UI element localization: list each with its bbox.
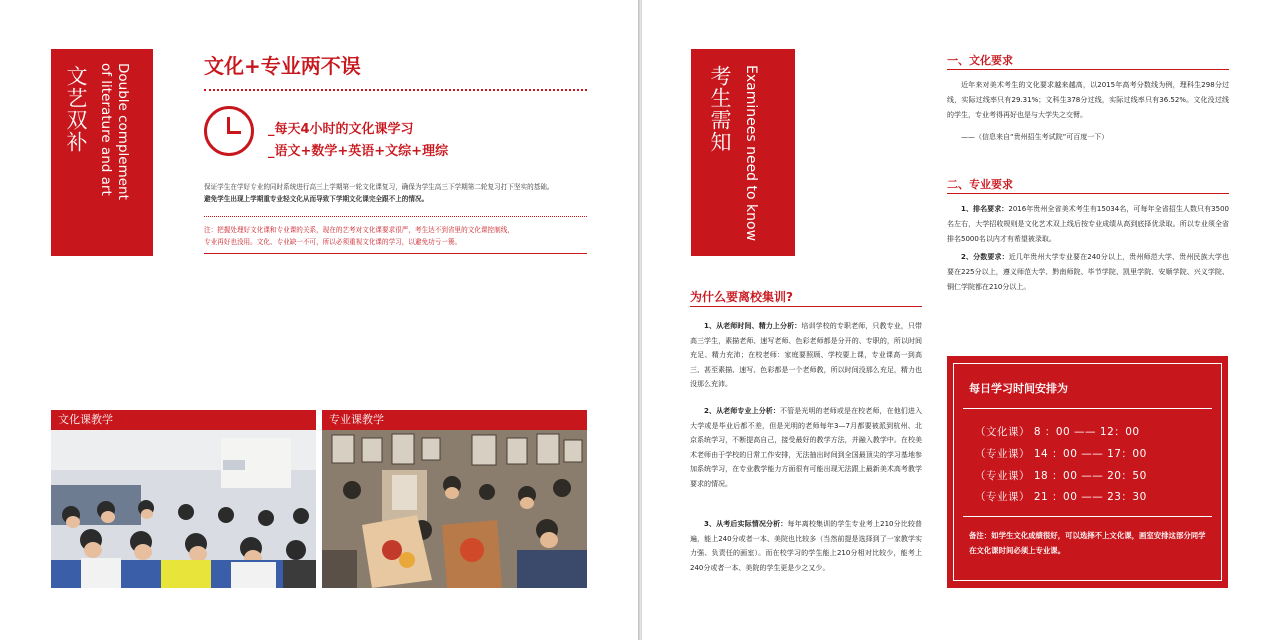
major-item-2 (947, 250, 1229, 296)
major-item-2-lead: 2、分数要求： (961, 253, 1009, 261)
schedule-row-3: （专业课） 18 ：00 —— 20：50 (975, 470, 1147, 482)
why-item-1 (690, 319, 922, 392)
why-item-3-lead: 3、从考后实际情况分析： (704, 520, 788, 528)
banner-title-en (97, 63, 131, 200)
dotted-divider-2 (204, 216, 587, 217)
left-title-banner (51, 49, 153, 256)
why-divider (690, 306, 922, 307)
right-title-banner (691, 49, 795, 256)
culture-title: 一、文化要求 (947, 54, 1013, 67)
major-item-1-lead: 1、排名要求： (961, 205, 1009, 213)
culture-class-caption: 文化课教学 (51, 410, 316, 430)
note-paragraph (204, 224, 594, 248)
major-class-photo (322, 410, 587, 588)
banner-title-en-line1: Double complement (115, 63, 131, 200)
why-item-3 (690, 517, 922, 575)
schedule-row-4: （专业课） 21 ：00 —— 23：30 (975, 491, 1147, 503)
major-item-2-text: 近几年贵州大学专业要在240分以上，贵州师范大学、贵州民族大学也要在225分以上，遵义师范大学、黔南师院、毕节学院、凯里学院、安顺学院、兴义学院、铜仁学院都在210分以上。 (947, 253, 1229, 292)
why-item-2-lead: 2、从老师专业上分析： (704, 407, 781, 415)
schedule-rule-top (963, 408, 1212, 409)
major-class-caption: 专业课教学 (322, 410, 587, 430)
art-studio-image (322, 430, 587, 588)
schedule-box (947, 356, 1228, 588)
classroom-image (51, 430, 316, 588)
intro-line-1: 保证学生在学好专业的同时系统进行高三上学期第一轮文化课复习，确保为学生高三下学期第二轮复习打下坚实的基础。 (204, 183, 554, 191)
why-item-2-text: 不管是光明的老师或是在校老师，在他们进入大学或是毕业后都不差，但是光明的老师每年3—7月都要被派到杭州、北京系统学习，不断提高自己，接受最好的教学方法，并融入教学中。在校美术老师由于学校的日常工作安排，无法抽出时间到全国最顶尖的学习基地参加系统学习，在专业教学能力方面很有可能出现无法跟上最新美术高考教学要求的情况。 (690, 407, 923, 488)
section-heading: 文化+专业两不误 (204, 54, 361, 78)
major-divider (947, 193, 1229, 194)
culture-class-photo (51, 410, 316, 588)
why-item-3-text: 每年离校集训的学生专业考上210分比较普遍，能上240分或者一本、美院也比较多（当然前提是选择到了一家教学实力强、负责任的画室）。而在校学习的学生能上210分相对比较少，能考上240分或者一本、美院的学生更是少之又少。 (690, 520, 922, 572)
banner-title-cn: 文艺双补 (64, 65, 88, 153)
dotted-divider (204, 89, 587, 91)
why-item-1-text: 培训学校的专职老师，只教专业，只带高三学生，素描老师、速写老师、色彩老师都是分开的、专职的，所以时间充足、精力充沛；在校老师：家庭要照顾、学校要上课，专业课高一到高三、甚至素描、速写、色彩都是一个老师教，所以时间没那么充足，精力也没那么充沛。 (690, 322, 923, 389)
schedule-rule-bottom (963, 516, 1212, 517)
major-title: 二、专业要求 (947, 178, 1013, 191)
intro-paragraph (204, 181, 594, 205)
schedule-note: 备注：如学生文化成绩很好，可以选择不上文化课，画室安排这部分同学在文化课时间必须上专业课。 (969, 531, 1206, 555)
major-item-1-text: 2016年贵州全省美术考生有15034名，可每年全省招生人数只有3500名左右，大学招收规则是文化艺术双上线后按专业成绩从高到底择优录取。所以专业须全省排名5000名以内才有希望被录取。 (947, 205, 1229, 244)
culture-text: 近年来对美术考生的文化要求越来越高，以2015年高考分数线为例，理科生298分过线，实际过线率只有29.31%；文科生378分过线，实际过线率只有36.52%。文化没过线的学生，专业考得再好也是与大学失之交臂。 (947, 81, 1229, 120)
right-page (642, 0, 1280, 640)
study-line-2: _语文+数学+英语+文综+理综 (268, 144, 449, 159)
why-title: 为什么要离校集训? (690, 290, 793, 304)
note-line-2: 专业再好也没用。文化、专业缺一不可，所以必须重视文化课的学习，以避免功亏一篑。 (204, 238, 462, 246)
clock-icon (204, 106, 254, 156)
left-page (0, 0, 638, 640)
schedule-row-2: （专业课） 14 ：00 —— 17：00 (975, 448, 1147, 460)
schedule-row-1: （文化课） 8 ：00 —— 12：00 (975, 426, 1140, 438)
banner-title-en: Examinees need to know (743, 65, 759, 242)
note-line-1: 注：把握处理好文化课和专业课的关系，现在的艺考对文化课要求很严，考生达不到省里的文化课控制线， (204, 226, 514, 234)
major-item-1 (947, 202, 1229, 248)
why-item-2 (690, 404, 922, 492)
banner-title-en-line2: of literature and art (98, 63, 114, 196)
intro-line-2: 避免学生出现上学期重专业轻文化从而导致下学期文化课完全跟不上的情况。 (204, 195, 429, 203)
study-line-1: _每天4小时的文化课学习 (268, 122, 414, 137)
solid-divider (204, 253, 587, 254)
banner-title-cn: 考生需知 (708, 65, 732, 153)
why-item-1-lead: 1、从老师时间、精力上分析： (704, 322, 802, 330)
schedule-title: 每日学习时间安排为 (969, 382, 1068, 395)
culture-source: ——（信息来自“贵州招生考试院”可百度一下） (961, 133, 1109, 141)
culture-divider (947, 69, 1229, 70)
